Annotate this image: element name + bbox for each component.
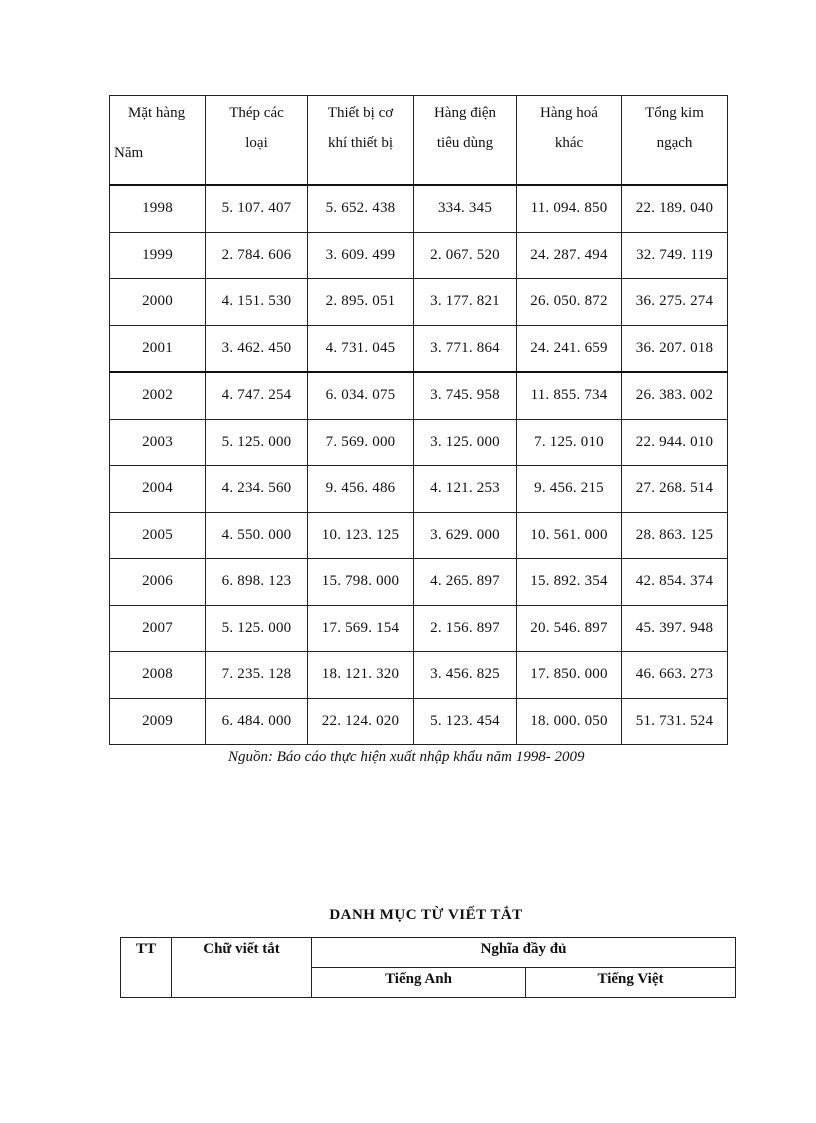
- year-cell: 2007: [110, 605, 206, 652]
- value-cell: 3. 771. 864: [414, 325, 517, 372]
- table-row: [110, 372, 728, 419]
- year-cell: 2005: [110, 512, 206, 559]
- year-cell: 2002: [110, 372, 206, 419]
- table-row: [110, 185, 728, 232]
- value-cell: 18. 121. 320: [308, 652, 414, 699]
- header-total-turnover: Tổng kim ngạch: [622, 96, 728, 186]
- value-cell: 36. 207. 018: [622, 325, 728, 372]
- value-cell: 4. 151. 530: [206, 279, 308, 326]
- value-cell: 9. 456. 486: [308, 466, 414, 513]
- value-cell: 2. 156. 897: [414, 605, 517, 652]
- value-cell: 7. 125. 010: [517, 419, 622, 466]
- value-cell: 2. 067. 520: [414, 232, 517, 279]
- value-cell: 15. 892. 354: [517, 559, 622, 606]
- header-corner-cell: [110, 96, 206, 186]
- table-row: [110, 605, 728, 652]
- abbreviations-table: [120, 937, 736, 998]
- header-consumer-electronics: Hàng điện tiêu dùng: [414, 96, 517, 186]
- table-row: [110, 512, 728, 559]
- value-cell: 51. 731. 524: [622, 698, 728, 745]
- value-cell: 24. 287. 494: [517, 232, 622, 279]
- year-cell: 2008: [110, 652, 206, 699]
- value-cell: 11. 855. 734: [517, 372, 622, 419]
- value-cell: 22. 124. 020: [308, 698, 414, 745]
- value-cell: 2. 784. 606: [206, 232, 308, 279]
- value-cell: 5. 125. 000: [206, 605, 308, 652]
- value-cell: 3. 456. 825: [414, 652, 517, 699]
- value-cell: 4. 234. 560: [206, 466, 308, 513]
- year-cell: 1999: [110, 232, 206, 279]
- value-cell: 5. 123. 454: [414, 698, 517, 745]
- table-row: [110, 325, 728, 372]
- table-row: [110, 419, 728, 466]
- value-cell: 22. 944. 010: [622, 419, 728, 466]
- value-cell: 4. 550. 000: [206, 512, 308, 559]
- value-cell: 4. 265. 897: [414, 559, 517, 606]
- year-cell: 2004: [110, 466, 206, 513]
- header-other-goods: Hàng hoá khác: [517, 96, 622, 186]
- year-label: Năm: [114, 145, 144, 161]
- value-cell: 15. 798. 000: [308, 559, 414, 606]
- value-cell: 36. 275. 274: [622, 279, 728, 326]
- value-cell: 32. 749. 119: [622, 232, 728, 279]
- value-cell: 5. 652. 438: [308, 185, 414, 232]
- year-cell: 1998: [110, 185, 206, 232]
- table-row: [110, 559, 728, 606]
- value-cell: 3. 609. 499: [308, 232, 414, 279]
- value-cell: 22. 189. 040: [622, 185, 728, 232]
- value-cell: 10. 561. 000: [517, 512, 622, 559]
- value-cell: 28. 863. 125: [622, 512, 728, 559]
- value-cell: 10. 123. 125: [308, 512, 414, 559]
- col-full-meaning: Nghĩa đầy đủ: [312, 938, 736, 968]
- value-cell: 2. 895. 051: [308, 279, 414, 326]
- year-cell: 2001: [110, 325, 206, 372]
- header-steel: Thép các loại: [206, 96, 308, 186]
- table-row: [110, 652, 728, 699]
- value-cell: 6. 484. 000: [206, 698, 308, 745]
- value-cell: 20. 546. 897: [517, 605, 622, 652]
- value-cell: 3. 462. 450: [206, 325, 308, 372]
- source-note: Nguồn: Báo cáo thực hiện xuất nhập khẩu năm 1998- 2009: [228, 749, 585, 765]
- value-cell: 3. 629. 000: [414, 512, 517, 559]
- export-data-table: [109, 95, 728, 745]
- value-cell: 17. 569. 154: [308, 605, 414, 652]
- value-cell: 334. 345: [414, 185, 517, 232]
- col-abbreviation: Chữ viết tắt: [172, 938, 312, 998]
- value-cell: 26. 050. 872: [517, 279, 622, 326]
- value-cell: 9. 456. 215: [517, 466, 622, 513]
- value-cell: 18. 000. 050: [517, 698, 622, 745]
- value-cell: 4. 731. 045: [308, 325, 414, 372]
- col-tt: TT: [121, 938, 172, 998]
- item-label: Mặt hàng: [128, 105, 186, 121]
- value-cell: 26. 383. 002: [622, 372, 728, 419]
- table-row: [110, 698, 728, 745]
- abbr-header-row: [121, 938, 736, 968]
- value-cell: 45. 397. 948: [622, 605, 728, 652]
- value-cell: 5. 107. 407: [206, 185, 308, 232]
- value-cell: 42. 854. 374: [622, 559, 728, 606]
- value-cell: 11. 094. 850: [517, 185, 622, 232]
- year-cell: 2003: [110, 419, 206, 466]
- value-cell: 6. 034. 075: [308, 372, 414, 419]
- value-cell: 17. 850. 000: [517, 652, 622, 699]
- value-cell: 5. 125. 000: [206, 419, 308, 466]
- value-cell: 3. 177. 821: [414, 279, 517, 326]
- value-cell: 24. 241. 659: [517, 325, 622, 372]
- value-cell: 6. 898. 123: [206, 559, 308, 606]
- value-cell: 27. 268. 514: [622, 466, 728, 513]
- year-cell: 2000: [110, 279, 206, 326]
- year-cell: 2006: [110, 559, 206, 606]
- abbreviations-title: DANH MỤC TỪ VIẾT TẮT: [329, 907, 523, 923]
- table-row: [110, 232, 728, 279]
- value-cell: 4. 121. 253: [414, 466, 517, 513]
- col-english: Tiếng Anh: [312, 968, 526, 998]
- value-cell: 46. 663. 273: [622, 652, 728, 699]
- col-vietnamese: Tiếng Việt: [526, 968, 736, 998]
- value-cell: 4. 747. 254: [206, 372, 308, 419]
- value-cell: 7. 569. 000: [308, 419, 414, 466]
- value-cell: 3. 125. 000: [414, 419, 517, 466]
- header-mechanical-equipment: Thiết bị cơ khí thiết bị: [308, 96, 414, 186]
- value-cell: 3. 745. 958: [414, 372, 517, 419]
- year-cell: 2009: [110, 698, 206, 745]
- table-row: [110, 466, 728, 513]
- table-row: [110, 279, 728, 326]
- table-header-row: [110, 96, 728, 186]
- value-cell: 7. 235. 128: [206, 652, 308, 699]
